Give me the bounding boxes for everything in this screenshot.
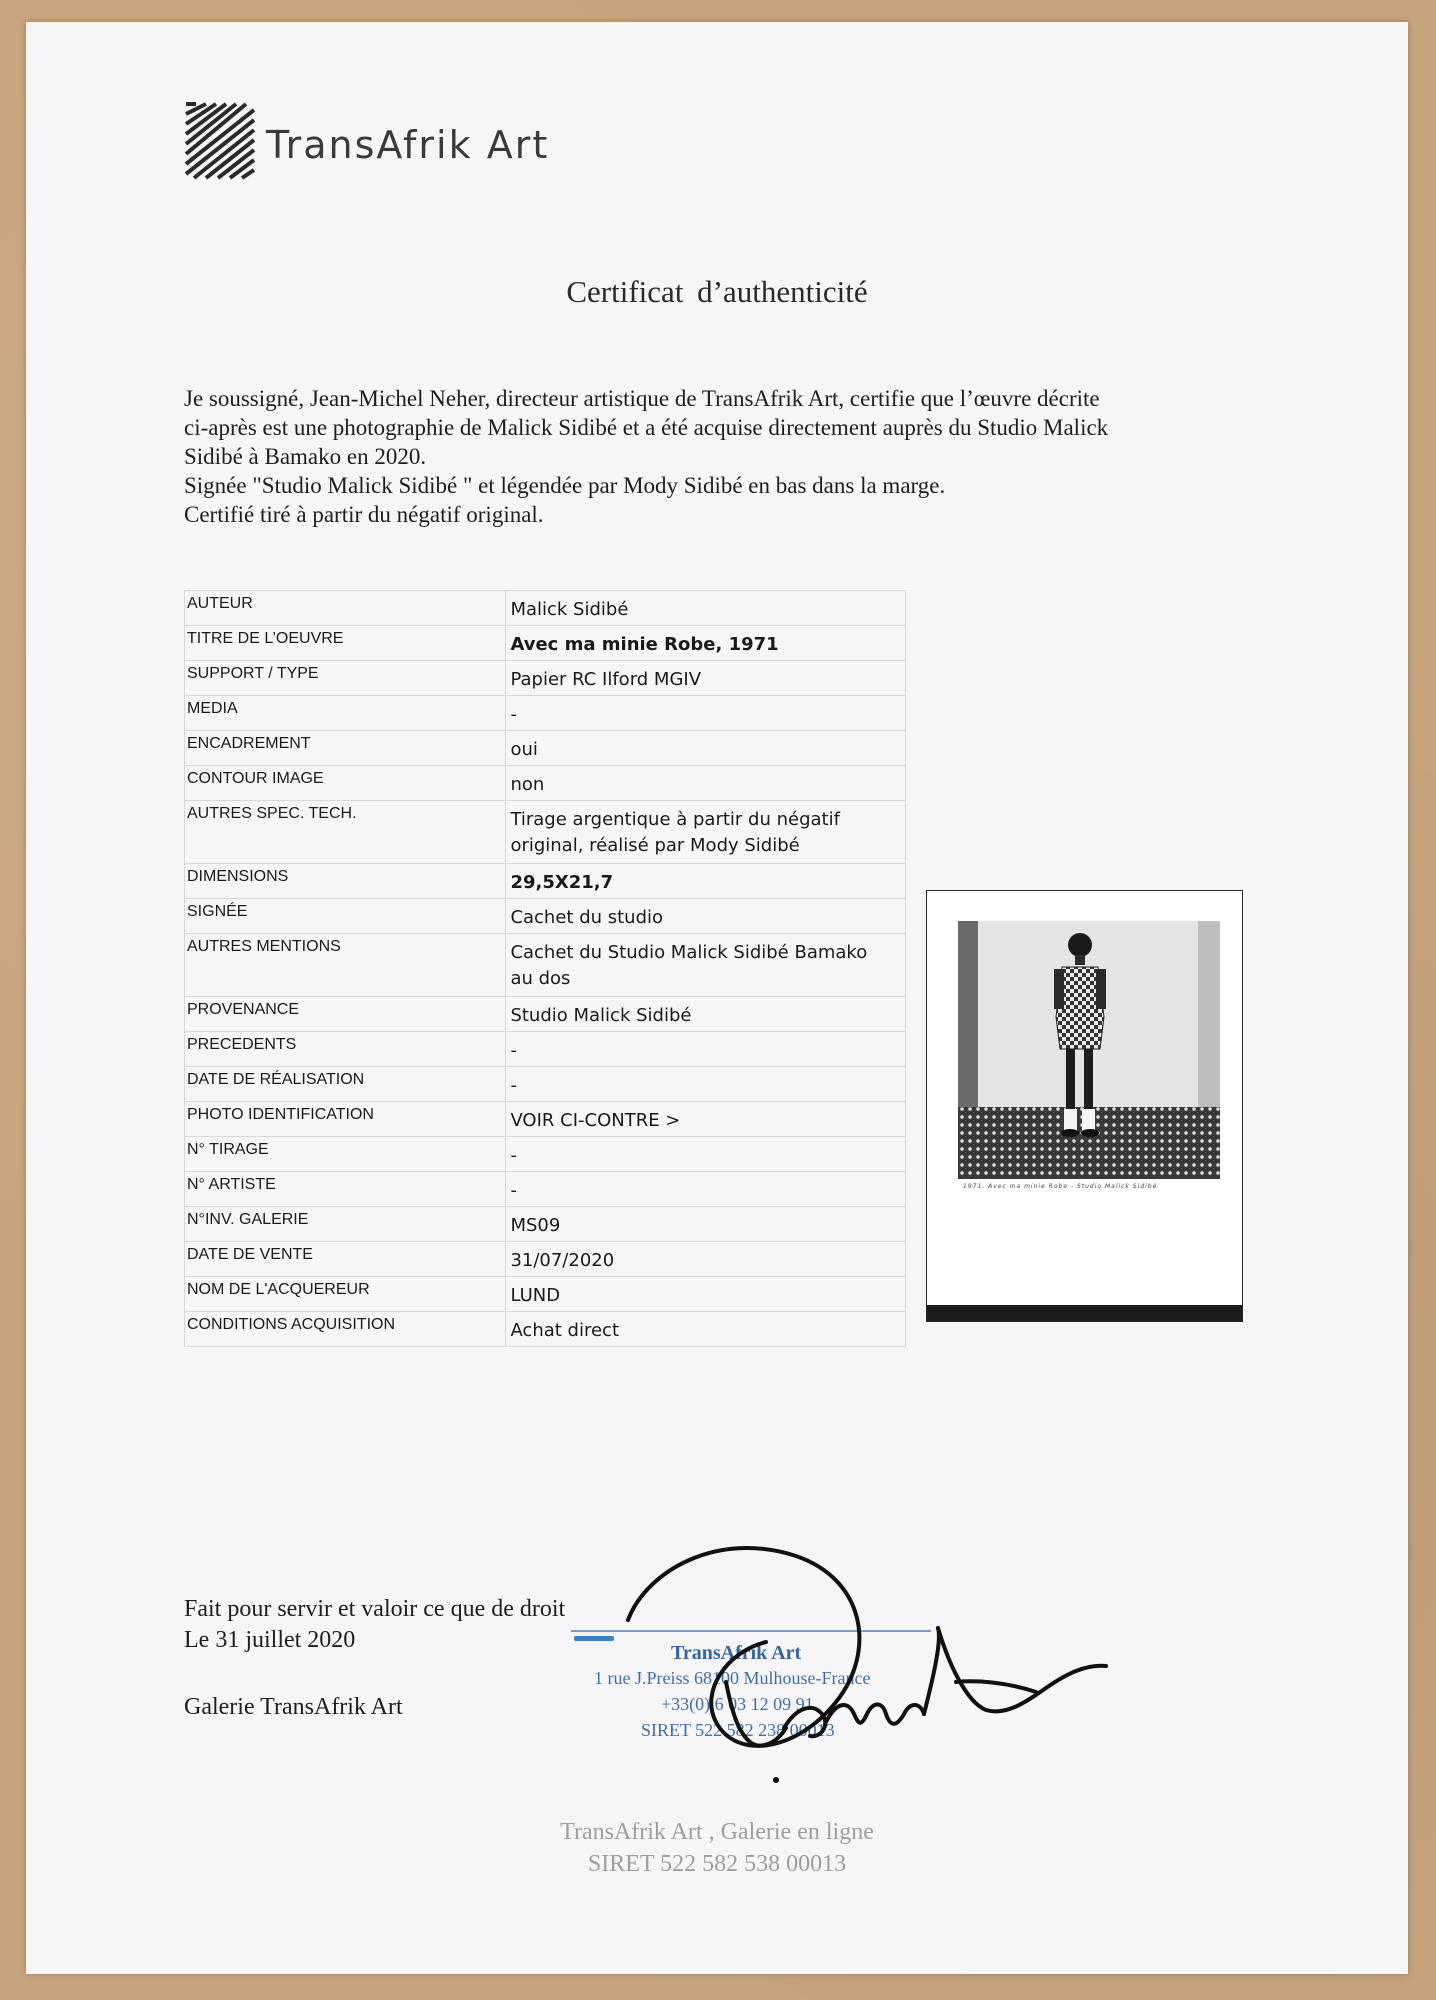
table-row [185, 899, 906, 934]
table-row [185, 1137, 906, 1172]
row-value: Papier RC Ilford MGIV [506, 661, 906, 696]
row-value: - [506, 1137, 906, 1172]
intro-paragraph [184, 384, 1284, 529]
artwork-details-table [184, 590, 906, 1347]
brand-logo [184, 102, 549, 182]
table-row [185, 661, 906, 696]
photo-image [958, 921, 1220, 1179]
intro-line: Je soussigné, Jean-Michel Neher, directeur artistique de TransAfrik Art, certifie que l’œuvre décrite [184, 386, 1100, 411]
row-value: - [506, 1032, 906, 1067]
row-value: Malick Sidibé [506, 591, 906, 626]
document-title: Certificat d’authenticité [566, 274, 868, 309]
footer-line: TransAfrik Art , Galerie en ligne [560, 1819, 874, 1845]
photo-portrait-icon [958, 921, 1220, 1179]
photo-bottom-border [927, 1305, 1242, 1321]
row-label: DATE DE RÉALISATION [185, 1067, 506, 1102]
closing-line: Fait pour servir et valoir ce que de droit [184, 1596, 566, 1622]
row-label: N° TIRAGE [185, 1137, 506, 1172]
row-value: VOIR CI-CONTRE > [506, 1102, 906, 1137]
row-label: DIMENSIONS [185, 864, 506, 899]
row-value [506, 934, 906, 997]
row-value: - [506, 696, 906, 731]
row-value: 29,5X21,7 [506, 864, 906, 899]
identification-photo [926, 890, 1243, 1322]
table-row [185, 731, 906, 766]
table-row [185, 1102, 906, 1137]
table-row [185, 934, 906, 997]
handwritten-signature-icon [626, 1532, 1126, 1802]
row-label: NOM DE L'ACQUEREUR [185, 1277, 506, 1312]
table-row [185, 1312, 906, 1347]
stamp-siret: SIRET 522 582 238 00013 [641, 1720, 835, 1740]
stamp-address: 1 rue J.Preiss 68100 Mulhouse-France [594, 1668, 871, 1688]
certificate-sheet [26, 22, 1408, 1974]
row-value [506, 801, 906, 864]
table-row [185, 591, 906, 626]
logo-stripes-icon [184, 102, 256, 182]
stamp-name: TransAfrik Art [671, 1642, 802, 1664]
intro-line: Signée "Studio Malick Sidibé " et légendée par Mody Sidibé en bas dans la marge. [184, 473, 946, 498]
row-value: 31/07/2020 [506, 1242, 906, 1277]
row-label: AUTRES SPEC. TECH. [185, 801, 506, 864]
table-row [185, 1172, 906, 1207]
row-label: MEDIA [185, 696, 506, 731]
row-label: AUTEUR [185, 591, 506, 626]
table-row [185, 1067, 906, 1102]
row-label: PHOTO IDENTIFICATION [185, 1102, 506, 1137]
row-label: ENCADREMENT [185, 731, 506, 766]
row-label: CONTOUR IMAGE [185, 766, 506, 801]
row-value: - [506, 1172, 906, 1207]
intro-line: ci-après est une photographie de Malick Sidibé et a été acquise directement auprès du Studio Malick [184, 415, 1109, 440]
row-value-line: Tirage argentique à partir du négatif [510, 809, 840, 830]
row-value: LUND [506, 1277, 906, 1312]
row-value: Studio Malick Sidibé [506, 997, 906, 1032]
row-value-line: au dos [510, 968, 571, 989]
closing-statement [184, 1594, 565, 1656]
row-value: oui [506, 731, 906, 766]
row-value: - [506, 1067, 906, 1102]
table-row [185, 1032, 906, 1067]
brand-name: TransAfrik Art [266, 123, 550, 167]
closing-date: Le 31 juillet 2020 [184, 1627, 356, 1653]
row-value: Avec ma minie Robe, 1971 [506, 626, 906, 661]
row-label: PROVENANCE [185, 997, 506, 1032]
table-row [185, 626, 906, 661]
row-label: SIGNÉE [185, 899, 506, 934]
row-value: non [506, 766, 906, 801]
stamp-phone: +33(0) 6 03 12 09 91 [661, 1694, 814, 1714]
intro-line: Certifié tiré à partir du négatif original. [184, 502, 544, 527]
row-value-line: original, réalisé par Mody Sidibé [510, 835, 800, 856]
intro-line: Sidibé à Bamako en 2020. [184, 444, 427, 469]
row-label: SUPPORT / TYPE [185, 661, 506, 696]
row-value: MS09 [506, 1207, 906, 1242]
table-row [185, 1277, 906, 1312]
table-row [185, 997, 906, 1032]
table-row [185, 1207, 906, 1242]
row-label: CONDITIONS ACQUISITION [185, 1312, 506, 1347]
stamp-dash [574, 1636, 614, 1641]
row-label: DATE DE VENTE [185, 1242, 506, 1277]
row-label: PRECEDENTS [185, 1032, 506, 1067]
table-row [185, 1242, 906, 1277]
row-label: TITRE DE L’OEUVRE [185, 626, 506, 661]
photo-caption: 1971. Avec ma minie Robe - Studio Malick Sidibé [963, 1183, 1158, 1190]
table-row [185, 864, 906, 899]
footer-siret: SIRET 522 582 538 00013 [587, 1851, 847, 1877]
row-value-line: Cachet du Studio Malick Sidibé Bamako [510, 942, 868, 963]
table-row [185, 696, 906, 731]
row-label: AUTRES MENTIONS [185, 934, 506, 997]
table-row [185, 766, 906, 801]
row-value: Cachet du studio [506, 899, 906, 934]
gallery-name: Galerie TransAfrik Art [184, 1694, 403, 1720]
row-label: N° ARTISTE [185, 1172, 506, 1207]
row-value: Achat direct [506, 1312, 906, 1347]
row-label: N°INV. GALERIE [185, 1207, 506, 1242]
page-footer [26, 1816, 1408, 1880]
table-row [185, 801, 906, 864]
